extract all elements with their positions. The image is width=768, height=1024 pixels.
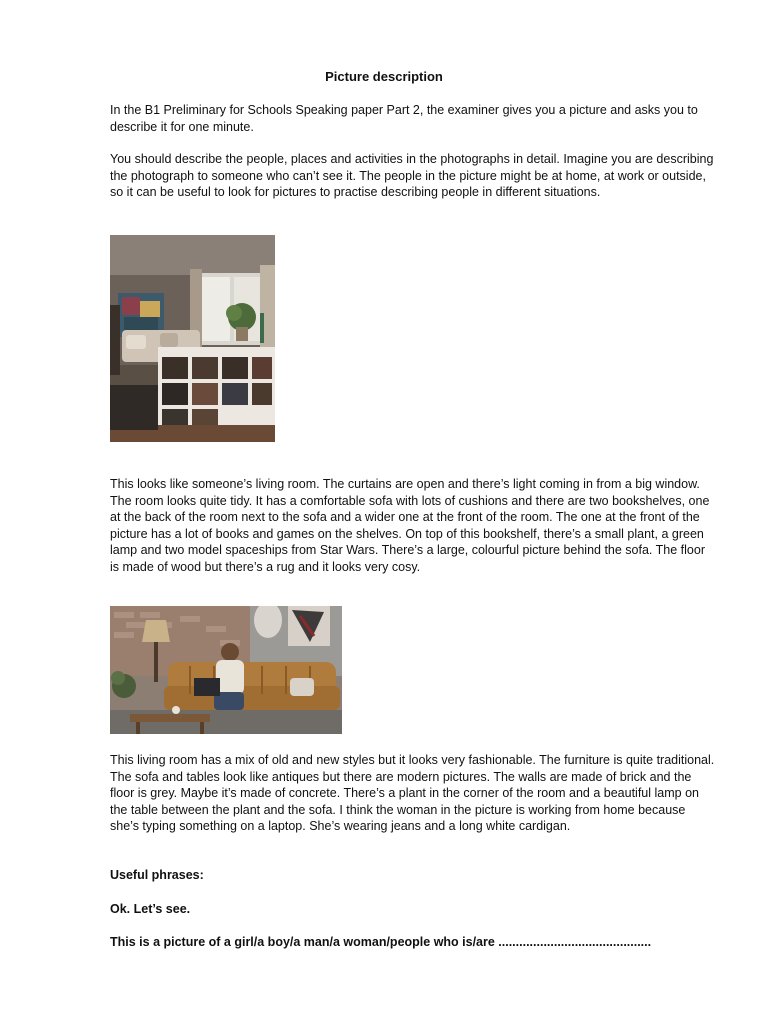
useful-phrases-heading: Useful phrases: [110, 868, 204, 882]
description-paragraph-2: This living room has a mix of old and new styles but it looks very fashionable. The furniture is quite traditional. The sofa and tables look like antiques but there are modern pictures. The walls are made of brick and the floor is grey. Maybe it’s made of concrete. There’s a plant in the corner of the room and a beautiful lamp on the table between the plant and the sofa. I think the woman in the picture is working from home because she’s typing something on a laptop. She’s wearing jeans and a long white cardigan. [110, 753, 715, 833]
living-room-photo-1 [110, 235, 275, 442]
useful-phrase-1: Ok. Let’s see. [110, 902, 191, 916]
description-paragraph-1: This looks like someone’s living room. The curtains are open and there’s light coming in from a big window. The room looks quite tidy. It has a comfortable sofa with lots of cushions and there are two bookshelves, one at the back of the room next to the sofa and a wider one at the front of the room. The one at the front of the picture has a lot of books and games on the shelves. On top of this bookshelf, there’s a small plant, a green lamp and two model spaceships from Star Wars. There’s a large, colourful picture behind the sofa. The floor is made of wood but there’s a rug and it looks very cosy. [110, 477, 710, 574]
living-room-photo-2 [110, 606, 342, 734]
intro-paragraph-1: In the B1 Preliminary for Schools Speaking paper Part 2, the examiner gives you a picture and asks you to describe it for one minute. [110, 103, 698, 134]
useful-phrase-2: This is a picture of a girl/a boy/a man/a woman/people who is/are ............................................ [110, 935, 652, 949]
document-title: Picture description [325, 69, 443, 84]
intro-paragraph-2: You should describe the people, places and activities in the photographs in detail. Imagine you are describing the photograph to someone who can’t see it. The people in the picture might be at home, at work or outside, so it can be useful to look for pictures to practise describing people in different situations. [110, 152, 714, 199]
